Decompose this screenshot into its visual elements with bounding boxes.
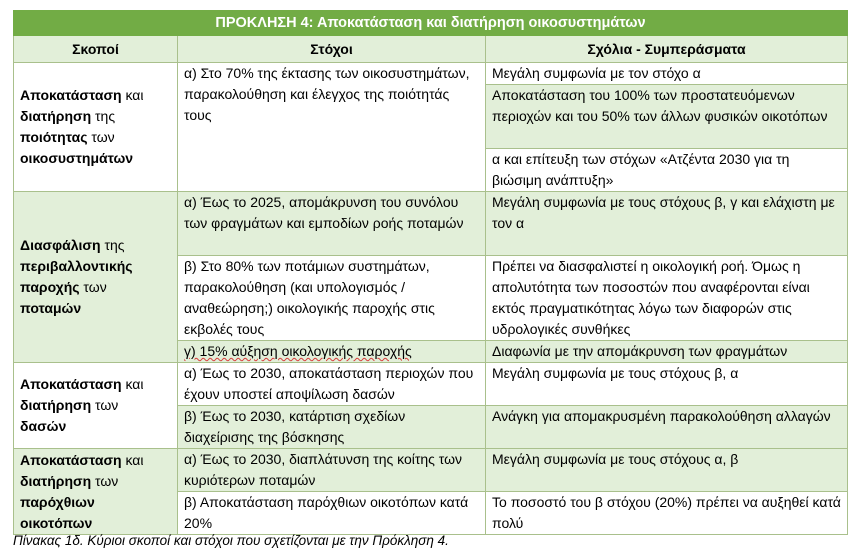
goal-cell-1 (14, 63, 178, 192)
header-targets: Στόχοι (178, 36, 486, 63)
goal-text: Αποκατάσταση (20, 451, 122, 468)
goal-text: οικοτόπων (20, 514, 93, 531)
comment-cell: Αποκατάσταση του 100% των προστατευόμενων περιοχών και του 50% των άλλων φυσικών οικοτόπων (486, 85, 848, 149)
header-goals: Σκοποί (14, 36, 178, 63)
target-cell: α) Έως το 2030, αποκατάσταση περιοχών που έχουν υποστεί αποψίλωση δασών (178, 363, 486, 406)
target-cell: α) Έως το 2030, διαπλάτυνση της κοίτης των κυριότερων ποταμών (178, 449, 486, 492)
goal-cell-3 (14, 363, 178, 449)
comment-cell: Μεγάλη συμφωνία με τους στόχους β, γ και ελάχιστη με τον α (486, 192, 848, 256)
comment-cell: Διαφωνία με την απομάκρυνση των φραγμάτων (486, 341, 848, 363)
target-cell: β) Αποκατάσταση παρόχθιων οικοτόπων κατά 20% (178, 492, 486, 535)
goal-text: οικοσυστημάτων (20, 150, 134, 166)
target-text: γ) 15% αύξηση οικολογικής παροχής (184, 343, 412, 359)
target-cell: α) Στο 70% της έκτασης των οικοσυστημάτων, παρακολούθηση και έλεγχος της ποιότητάς τους (178, 63, 486, 192)
goal-text: Αποκατάσταση (20, 87, 122, 103)
comment-cell: α και επίτευξη των στόχων «Ατζέντα 2030 για τη βιώσιμη ανάπτυξη» (486, 149, 848, 192)
goal-text: περιβαλλοντικής (20, 258, 133, 274)
goal-text: Αποκατάσταση (20, 376, 122, 392)
header-comments: Σχόλια - Συμπεράσματα (486, 36, 848, 63)
target-cell: β) Στο 80% των ποτάμιων συστημάτων, παρακολούθηση (και υπολογισμός /αναθεώρηση;) οικολογικής παροχής στις εκβολές τους (178, 256, 486, 341)
goal-text: διατήρηση (20, 397, 92, 413)
goal-text: και (121, 376, 144, 392)
comment-cell: Πρέπει να διασφαλιστεί η οικολογική ροή. Όμως η απολυτότητα των ποσοστών που αναφέρονται είναι εκτός πραγματικότητας λόγω των διαφορών στις υδρολογικές συνθήκες (486, 256, 848, 341)
goal-text: διατήρηση (20, 472, 92, 489)
goal-text: και (121, 451, 144, 468)
table-row (14, 63, 848, 85)
comment-cell: Ανάγκη για απομακρυσμένη παρακολούθηση αλλαγών (486, 406, 848, 449)
target-cell: β) Έως το 2030, κατάρτιση σχεδίων διαχείρισης της βόσκησης (178, 406, 486, 449)
table-row (14, 192, 848, 256)
table-caption: Πίνακας 1δ. Κύριοι σκοποί και στόχοι που σχετίζονται με την Πρόκληση 4. (13, 533, 449, 548)
challenge-table (13, 10, 848, 535)
goal-text: της (100, 237, 125, 253)
target-cell (178, 341, 486, 363)
goal-text: και (121, 87, 144, 103)
comment-cell: Μεγάλη συμφωνία με τον στόχο α (486, 63, 848, 85)
target-cell: α) Έως το 2025, απομάκρυνση του συνόλου των φραγμάτων και εμποδίων ροής ποταμών (178, 192, 486, 256)
goal-text: των (91, 397, 119, 413)
goal-text: παρόχθιων (20, 493, 95, 510)
table-title: ΠΡΟΚΛΗΣΗ 4: Αποκατάσταση και διατήρηση οικοσυστημάτων (14, 11, 848, 36)
goal-text: δασών (20, 418, 67, 434)
header-row (14, 36, 848, 63)
goal-cell-4 (14, 449, 178, 535)
goal-text: διατήρηση (20, 108, 92, 124)
goal-text: των (87, 129, 115, 145)
comment-cell: Μεγάλη συμφωνία με τους στόχους α, β (486, 449, 848, 492)
comment-cell: Το ποσοστό του β στόχου (20%) πρέπει να αυξηθεί κατά πολύ (486, 492, 848, 535)
comment-cell: Μεγάλη συμφωνία με τους στόχους β, α (486, 363, 848, 406)
goal-text: ποταμών (20, 300, 82, 316)
goal-text: των (91, 472, 119, 489)
challenge-table-container (13, 10, 847, 535)
table-row (14, 449, 848, 492)
goal-text: Διασφάλιση (20, 237, 101, 253)
goal-text: της (91, 108, 116, 124)
goal-text: των (79, 279, 107, 295)
table-row (14, 363, 848, 406)
goal-text: ποιότητας (20, 129, 88, 145)
goal-cell-2 (14, 192, 178, 363)
goal-text: παροχής (20, 279, 80, 295)
